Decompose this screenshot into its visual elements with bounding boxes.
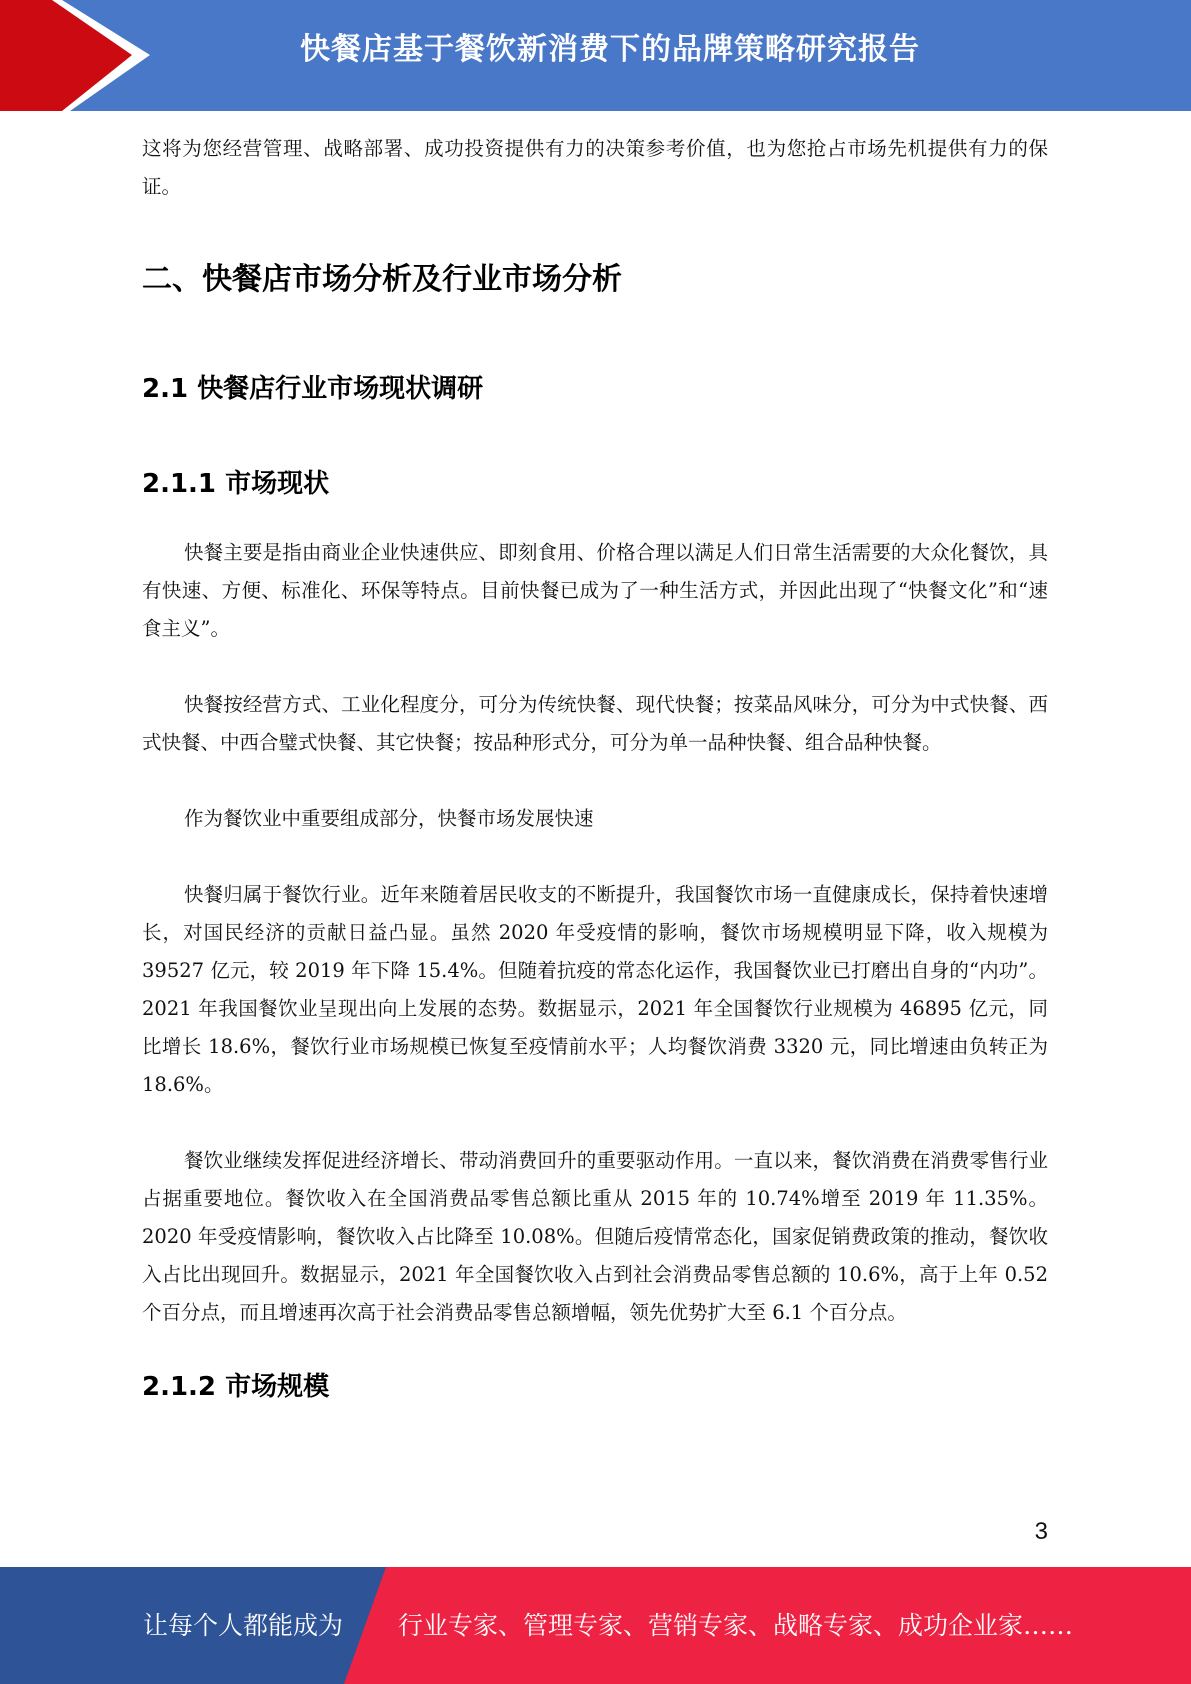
paragraph-market-growth-lead: 作为餐饮业中重要组成部分，快餐市场发展快速 — [184, 807, 594, 830]
page-content — [142, 130, 1048, 1403]
paragraph-market-size-data: 快餐归属于餐饮行业。近年来随着居民收支的不断提升，我国餐饮市场一直健康成长，保持着快速增长，对国民经济的贡献日益凸显。虽然 2020 年受疫情的影响，餐饮市场规模明显下降，收入规模为 39527 亿元，较 2019 年下降 15.4%。但随着抗疫的常态化运作，我国餐饮业已打磨出自身的“内功”。2021 年我国餐饮业呈现出向上发展的态势。数据显示，2021 年全国餐饮行业规模为 46895 亿元，同比增长 18.6%，餐饮行业市场规模已恢复至疫情前水平；人均餐饮消费 3320 元，同比增速由负转正为 18.6%。 — [142, 883, 1048, 1096]
subsection-heading: 2.1 快餐店行业市场现状调研 — [142, 374, 484, 404]
paragraph-consumption-share: 餐饮业继续发挥促进经济增长、带动消费回升的重要驱动作用。一直以来，餐饮消费在消费零售行业占据重要地位。餐饮收入在全国消费品零售总额比重从 2015 年的 10.74%增至 2019 年 11.35%。2020 年受疫情影响，餐饮收入占比降至 10.08%。但随后疫情常态化，国家促销费政策的推动，餐饮收入占比出现回升。数据显示，2021 年全国餐饮收入占到社会消费品零售总额的 10.6%，高于上年 0.52 个百分点，而且增速再次高于社会消费品零售总额增幅，领先优势扩大至 6.1 个百分点。 — [142, 1149, 1048, 1324]
section-heading: 二、快餐店市场分析及行业市场分析 — [142, 262, 622, 297]
subsubsection-heading-market-status: 2.1.1 市场现状 — [142, 469, 330, 499]
paragraph-fastfood-classification: 快餐按经营方式、工业化程度分，可分为传统快餐、现代快餐；按菜品风味分，可分为中式快餐、西式快餐、中西合璧式快餐、其它快餐；按品种形式分，可分为单一品种快餐、组合品种快餐。 — [142, 693, 1048, 754]
header-arrow-graphic — [0, 0, 200, 111]
document-title: 快餐店基于餐饮新消费下的品牌策略研究报告 — [300, 32, 920, 67]
intro-paragraph: 这将为您经营管理、战略部署、成功投资提供有力的决策参考价值，也为您抢占市场先机提供有力的保证。 — [142, 137, 1048, 198]
paragraph-fastfood-definition: 快餐主要是指由商业企业快速供应、即刻食用、价格合理以满足人们日常生活需要的大众化餐饮，具有快速、方便、标准化、环保等特点。目前快餐已成为了一种生活方式，并因此出现了“快餐文化”和“速食主义”。 — [142, 541, 1048, 640]
subsubsection-heading-market-scale: 2.1.2 市场规模 — [142, 1372, 330, 1402]
page-header — [0, 0, 1191, 111]
footer-slogan-right: 行业专家、管理专家、营销专家、战略专家、成功企业家…… — [398, 1611, 1074, 1640]
page-number: 3 — [1034, 1518, 1048, 1545]
page-footer — [0, 1567, 1191, 1684]
footer-slogan-left: 让每个人都能成为 — [143, 1611, 344, 1640]
